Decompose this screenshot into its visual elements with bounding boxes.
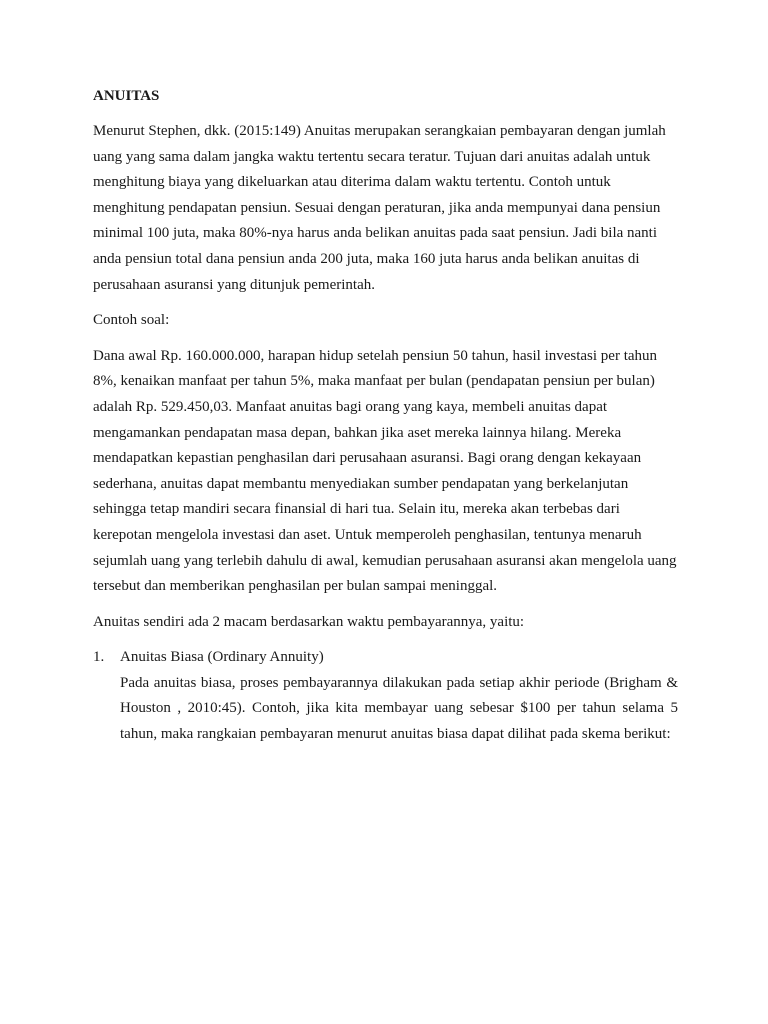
list-marker: 1. — [93, 649, 105, 666]
paragraph-example-label: Contoh soal: — [93, 312, 170, 329]
paragraph-types-intro: Anuitas sendiri ada 2 macam berdasarkan waktu pembayarannya, yaitu: — [93, 613, 525, 630]
list-item-title: Anuitas Biasa (Ordinary Annuity) — [120, 649, 324, 666]
document-page — [93, 84, 678, 748]
paragraph-definition: Menurut Stephen, dkk. (2015:149) Anuitas merupakan serangkaian pembayaran dengan jumlah uang yang sama dalam jangka waktu tertentu secara teratur. Tujuan dari anuitas adalah untuk menghitung biaya yang dikeluarkan atau diterima dalam waktu tertentu. Contoh untuk menghitung pendapatan pensiun. Sesuai dengan peraturan, jika anda mempunyai dana pensiun minimal 100 juta, maka 80%-nya harus anda belikan anuitas pada saat pensiun. Jadi bila nanti anda pensiun total dana pensiun anda 200 juta, maka 160 juta harus anda belikan anuitas di perusahaan asuransi yang ditunjuk pemerintah. — [93, 123, 666, 293]
list-item-body: Pada anuitas biasa, proses pembayarannya dilakukan pada setiap akhir periode (Brigham & Houston , 2010:45). Contoh, jika kita membayar uang sebesar $100 per tahun selama 5 tahun, maka rangkaian pembayaran menurut anuitas biasa dapat dilihat pada skema berikut: — [120, 674, 678, 743]
document-heading: ANUITAS — [93, 88, 160, 104]
paragraph-example: Dana awal Rp. 160.000.000, harapan hidup setelah pensiun 50 tahun, hasil investasi per tahun 8%, kenaikan manfaat per tahun 5%, maka manfaat per bulan (pendapatan pensiun per bulan) adalah Rp. 529.450,03. Manfaat anuitas bagi orang yang kaya, membeli anuitas dapat mengamankan pendapatan masa depan, bahkan jika aset mereka lainnya hilang. Mereka mendapatkan kepastian penghasilan dari perusahaan asuransi. Bagi orang dengan kekayaan sederhana, anuitas dapat membantu menyediakan sumber pendapatan yang berkelanjutan sehingga tetap mandiri secara finansial di hari tua. Selain itu, mereka akan terbebas dari kerepotan mengelola investasi dan aset. Untuk memperoleh penghasilan, tentunya menaruh sejumlah uang yang terlebih dahulu di awal, kemudian perusahaan asuransi akan mengelola uang tersebut dan memberikan penghasilan per bulan sampai meninggal. — [93, 347, 677, 595]
list-item — [93, 645, 678, 747]
annuity-types-list — [93, 645, 678, 747]
